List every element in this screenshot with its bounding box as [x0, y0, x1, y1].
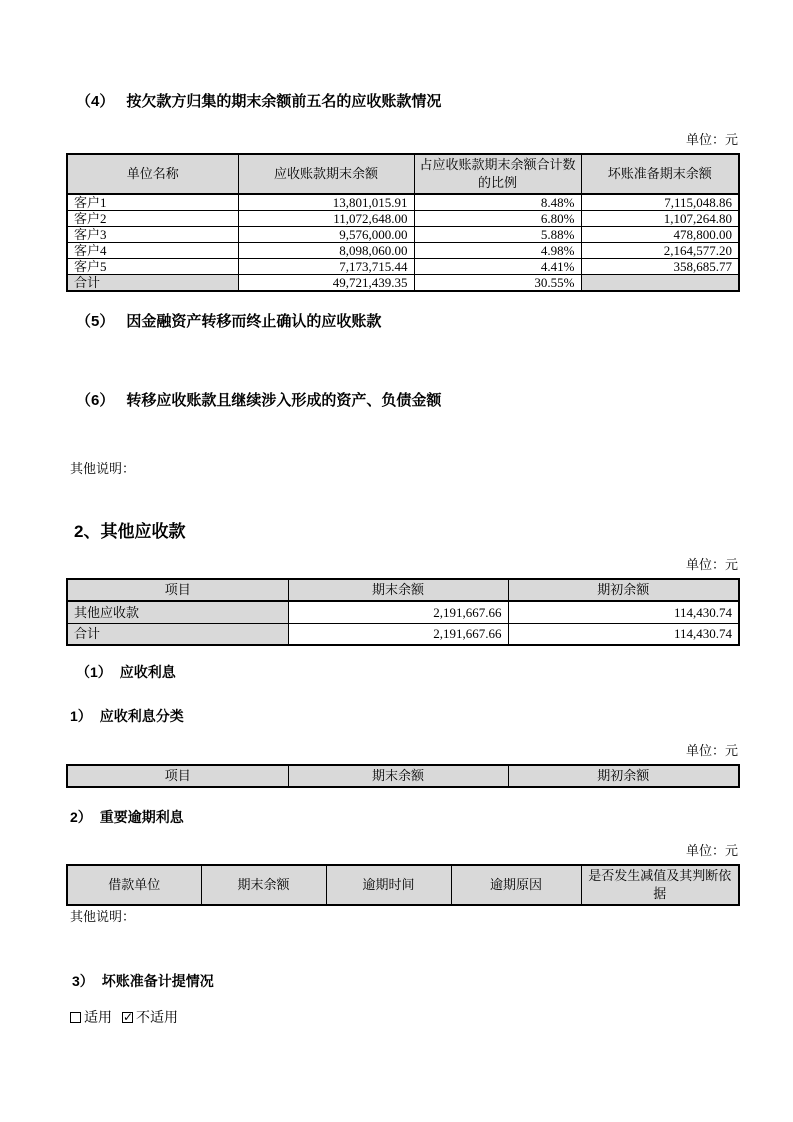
total-label-cell: 合计 [67, 623, 288, 645]
table-cell: 2,191,667.66 [288, 601, 508, 623]
table-cell: 11,072,648.00 [238, 211, 414, 227]
table-row [67, 601, 739, 623]
unit-label: 单位：元 [685, 743, 738, 758]
unit-label: 单位：元 [685, 557, 738, 572]
table-row [67, 211, 739, 227]
table-cell: 13,801,015.91 [238, 194, 414, 211]
table-cell: 358,685.77 [581, 259, 739, 275]
overdue-heading-title: 重要逾期利息 [99, 809, 184, 825]
total-label-cell: 合计 [67, 275, 238, 292]
table-header-row [67, 579, 739, 601]
section-6-title: 转移应收账款且继续涉入形成的资产、负债金额 [126, 392, 442, 409]
page-content [66, 0, 738, 1027]
column-header: 占应收账款期末余额合计数的比例 [414, 154, 581, 194]
bad-debt-heading-number: 3） [72, 973, 94, 989]
interest-heading-number: （1） [76, 664, 112, 680]
interest-heading-title: 应收利息 [119, 664, 176, 680]
table-cell: 客户2 [67, 211, 238, 227]
column-header: 期初余额 [508, 765, 739, 787]
applicable-label: 适用 [84, 1011, 112, 1026]
table-cell: 478,800.00 [581, 227, 739, 243]
other-note-label: 其他说明： [70, 909, 136, 924]
table-cell: 114,430.74 [508, 623, 739, 645]
column-header: 单位名称 [67, 154, 238, 194]
row-label-cell: 其他应收款 [67, 601, 288, 623]
section-5-title: 因金融资产转移而终止确认的应收账款 [126, 313, 382, 330]
column-header: 项目 [67, 765, 288, 787]
table-cell: 2,191,667.66 [288, 623, 508, 645]
bad-debt-heading-title: 坏账准备计提情况 [101, 973, 214, 989]
table-cell: 客户3 [67, 227, 238, 243]
table-header-row [67, 154, 739, 194]
interest-class-number: 1） [70, 708, 92, 724]
table-cell: 4.98% [414, 243, 581, 259]
table-row [67, 194, 739, 211]
unit-label: 单位：元 [685, 843, 738, 858]
applicable-checkbox-unchecked-icon [70, 1012, 81, 1023]
section-6-heading [76, 392, 738, 409]
interest-classification-table [66, 764, 740, 788]
table-cell: 49,721,439.35 [238, 275, 414, 292]
column-header: 期末余额 [288, 765, 508, 787]
table-total-row [67, 275, 739, 292]
section-4-heading [76, 93, 738, 110]
section-6-number: （6） [76, 392, 115, 409]
column-header: 项目 [67, 579, 288, 601]
other-receivables-heading: 2、其他应收款 [74, 522, 186, 541]
table-cell: 2,164,577.20 [581, 243, 739, 259]
column-header: 期末余额 [201, 865, 326, 905]
table-cell: 客户1 [67, 194, 238, 211]
table-total-row [67, 623, 739, 645]
interest-receivable-heading [76, 664, 738, 680]
column-header: 逾期时间 [326, 865, 451, 905]
overdue-heading-number: 2） [70, 809, 92, 825]
column-header: 借款单位 [67, 865, 201, 905]
other-note-label: 其他说明： [70, 461, 136, 476]
not-applicable-checkbox-checked-icon [122, 1012, 133, 1023]
section-4-number: （4） [76, 93, 115, 110]
table-cell: 7,115,048.86 [581, 194, 739, 211]
table-header-row [67, 865, 739, 905]
table-row [67, 259, 739, 275]
section-5-number: （5） [76, 313, 115, 330]
interest-classification-heading [70, 708, 738, 724]
table-cell: 5.88% [414, 227, 581, 243]
not-applicable-label: 不适用 [136, 1011, 178, 1026]
section-4-title: 按欠款方归集的期末余额前五名的应收账款情况 [126, 93, 442, 110]
top5-receivables-table [66, 153, 740, 292]
check-mark-icon: ✓ [123, 1010, 134, 1024]
table-cell: 1,107,264.80 [581, 211, 739, 227]
table-cell: 7,173,715.44 [238, 259, 414, 275]
overdue-interest-table [66, 864, 740, 906]
table-header-row [67, 765, 739, 787]
table-cell: 6.80% [414, 211, 581, 227]
table-cell: 8.48% [414, 194, 581, 211]
interest-class-title: 应收利息分类 [99, 708, 184, 724]
column-header: 逾期原因 [451, 865, 581, 905]
table-cell: 9,576,000.00 [238, 227, 414, 243]
table-cell: 4.41% [414, 259, 581, 275]
table-cell: 8,098,060.00 [238, 243, 414, 259]
section-5-heading [76, 313, 738, 330]
table-cell [581, 275, 739, 292]
other-receivables-table [66, 578, 740, 646]
table-cell: 客户5 [67, 259, 238, 275]
column-header: 是否发生减值及其判断依据 [581, 865, 739, 905]
column-header: 期初余额 [508, 579, 739, 601]
table-row [67, 243, 739, 259]
table-cell: 30.55% [414, 275, 581, 292]
unit-label: 单位：元 [685, 132, 738, 147]
bad-debt-provision-heading [72, 973, 738, 989]
table-row [67, 227, 739, 243]
column-header: 坏账准备期末余额 [581, 154, 739, 194]
column-header: 期末余额 [288, 579, 508, 601]
table-cell: 客户4 [67, 243, 238, 259]
column-header: 应收账款期末余额 [238, 154, 414, 194]
applicability-line [70, 1011, 738, 1027]
overdue-interest-heading [70, 809, 738, 825]
table-cell: 114,430.74 [508, 601, 739, 623]
